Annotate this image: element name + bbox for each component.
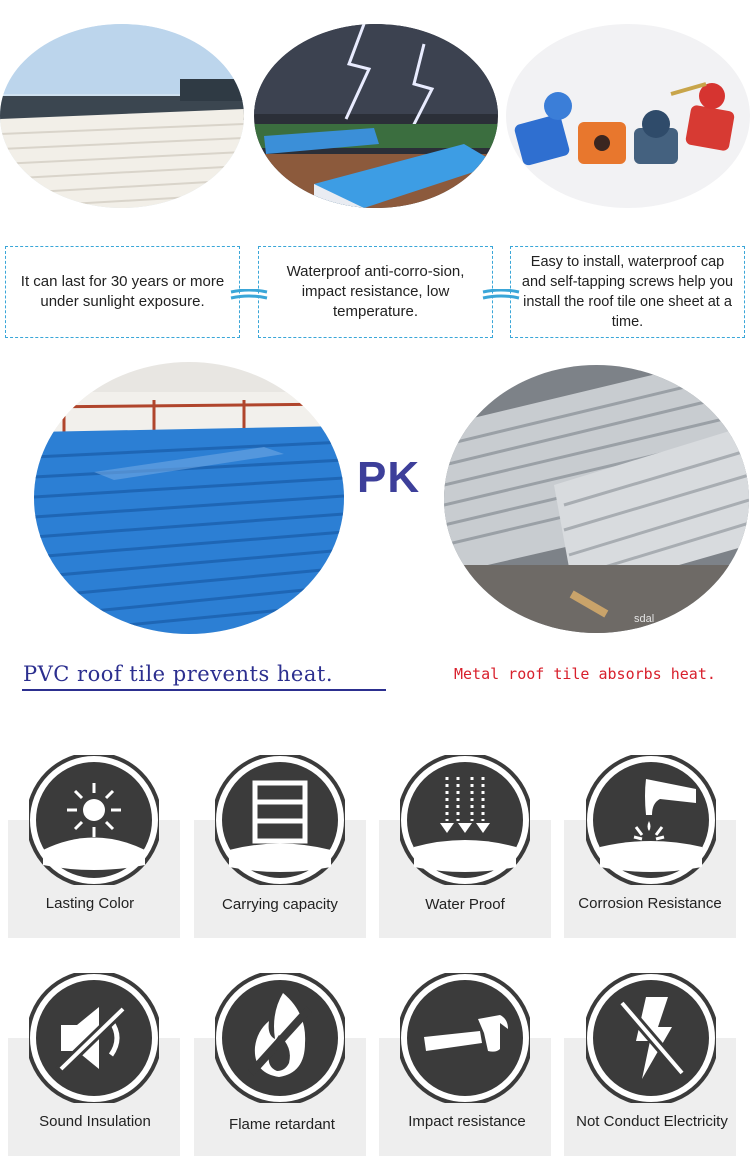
acid-pour-icon <box>586 755 716 885</box>
feature-label: Water Proof <box>425 896 505 913</box>
watermark-text: sdal <box>634 613 655 625</box>
pvc-roof-photo <box>34 362 344 634</box>
metal-roof-photo <box>444 365 749 633</box>
metal-label: Metal roof tile absorbs heat. <box>454 665 716 683</box>
caption-installation-text: Easy to install, waterproof cap and self-tapping screws help you install the roof tile one sheet at a time. <box>521 254 734 330</box>
caption-installation <box>510 246 745 338</box>
sun-icon <box>29 755 159 885</box>
link-wave-icon <box>229 289 269 301</box>
feature-label: Lasting Color <box>45 895 135 912</box>
feature-label: Corrosion Resistance <box>578 895 722 912</box>
no-lightning-icon <box>586 973 716 1103</box>
flame-icon <box>215 973 345 1103</box>
pk-label: PK <box>357 453 421 502</box>
feature-label: Sound Insulation <box>39 1113 151 1130</box>
lightning-roof-photo <box>254 24 498 208</box>
shelf-icon <box>215 755 345 885</box>
pvc-underline <box>22 689 386 691</box>
feature-label: Not Conduct Electricity <box>576 1113 728 1130</box>
white-roof-photo <box>0 24 244 208</box>
caps-screws-photo <box>506 24 750 208</box>
water-drop-arrows-icon <box>400 755 530 885</box>
hammer-icon <box>400 973 530 1103</box>
pvc-label: PVC roof tile prevents heat. <box>23 662 333 686</box>
caption-lifespan-text: It can last for 30 years or more under sunlight exposure. <box>20 273 225 310</box>
caption-lifespan <box>5 246 240 338</box>
feature-label: Carrying capacity <box>222 896 338 913</box>
speaker-mute-icon <box>29 973 159 1103</box>
feature-label: Impact resistance <box>408 1113 526 1130</box>
link-wave-icon <box>481 289 521 301</box>
caption-waterproof-text: Waterproof anti-corro-sion, impact resistance, low temperature. <box>286 263 465 320</box>
caption-waterproof <box>258 246 493 338</box>
feature-label: Flame retardant <box>229 1116 335 1133</box>
